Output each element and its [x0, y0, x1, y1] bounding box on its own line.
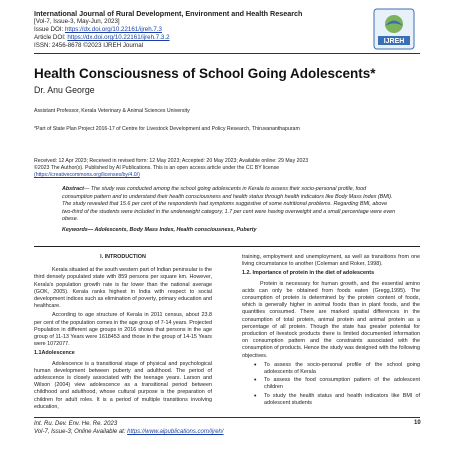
intro-paragraph: Kerala situated at the south western part of Indian peninsular is the third densely populated state with 859 persons per square km. However, Kerala's population growth rate is far lower than the national average (GOK, 2005). Kerala ranks highest in India with respect to social development indices such as elimination of poverty, primary education and healthcare.	[34, 267, 212, 310]
adolescence-paragraph: Adolescence is a transitional stage of physical and psychological human development between puberty and adulthood. The period of adolescence is closely associated with the teenage years. Larson and Wilson (2004) view adolescence as a transitional period between childhood and adulthood, whose cultural purpose is the preparation of children for adult roles. It is a period of multiple transitions involving education,	[34, 360, 212, 410]
journal-title: International Journal of Rural Development, Environment and Health Research	[34, 9, 303, 18]
abstract-label: Abstract	[62, 186, 84, 192]
objective-item: • To study the health status and health indicators like BMI of adolescent students	[254, 393, 420, 407]
protein-paragraph: Protein is necessary for human growth, and the essential amino acids can only be obtained from foods eaten (Gregg,1995). The consumption of protein is determined by the protein content of foods, which is generally higher in animal foods than in plant foods, and the quantities consumed. There are marked spatial differences in the consumption of total protein, animal protein and animal protein as a percentage of all protein. Though the state has greater potential for production of livestock products there is limited documented information on consumption pattern and the constraints associated with the consumption of products. Hence the study was designed with the following objectives.	[242, 280, 420, 359]
page-footer	[34, 420, 420, 436]
issue-doi-label: Issue DOI:	[34, 26, 65, 33]
subheading-adolescence: 1.1Adolescence	[34, 350, 75, 357]
volume-info: [Vol-7, Issue-3, May-Jun, 2023]	[34, 18, 120, 25]
objectives-list	[242, 362, 420, 407]
keywords-text: — Adolescents, Body Mass Index, Health consciousness, Puberty	[87, 226, 257, 233]
abstract	[62, 186, 398, 235]
objective-item: • To assess the food consumption pattern of the adolescent children	[254, 377, 420, 391]
objective-item: • To assess the socio-personal profile of the school going adolescents of Kerala	[254, 362, 420, 376]
abstract-text: — The study was conducted among the school going adolescents in Kerala to assess their socio-personal profile, food consumption pattern and to understand their health consciousness and health status through health indicators like Body Mass Index (BMI). The study revealed that 15.6 per cent of the respondents had symptoms suggestive of some nutritional problems. Regarding BMI, above two-third of the students were included in the underweight category, 1.7 per cent were having overweight and a small percentage were even obese.	[62, 186, 396, 223]
footer-divider	[34, 417, 420, 418]
intro-paragraph: According to age structure of Kerala in 2011 census, about 23.8 per cent of the population comes in the age group of 7-14 years. Projected Population in different age groups in 2016 shows that persons in the age group of 11-13 Years were 1618453 and those in the group of 14-15 Years were 1072077.	[34, 312, 212, 348]
article-title: Health Consciousness of School Going Adolescents*	[34, 66, 376, 81]
continued-paragraph: training, employment and unemployment, as well as transitions from one living circumstance to another (Coleman and Roker, 1998).	[242, 254, 420, 268]
article-doi-link[interactable]: https://dx.doi.org/10.22161/ijreh.7.3.2	[67, 34, 170, 41]
license-link[interactable]: (https://creativecommons.org/licenses/by/4.0/)	[34, 172, 140, 178]
project-footnote: *Part of State Plan Project 2016-17 of Centre for Livestock Development and Policy Research, Thiruvananthapuram	[34, 126, 300, 132]
citation: Int. Ru. Dev. Env. He. Re. 2023	[34, 421, 118, 427]
header-divider	[34, 53, 420, 54]
received-dates: Received: 12 Apr 2023; Received in revised form: 12 May 2023; Accepted: 20 May 2023; Available online: 29 May 2023	[34, 158, 309, 164]
logo-text: IJREH	[383, 38, 405, 45]
issue-doi	[34, 26, 364, 34]
keywords-label: Keywords	[62, 226, 88, 233]
article-metadata	[34, 158, 424, 179]
journal-header	[34, 10, 364, 50]
license-statement: ©2023 The Author(s). Published by AI Publications. This is an open access article under the CC BY license	[34, 165, 280, 171]
issn: ISSN: 2456-8678 ©2023 IJREH Journal	[34, 42, 144, 49]
subheading-protein: 1.2. Importance of protein in the diet of adolescents	[242, 270, 375, 277]
journal-logo	[372, 7, 416, 51]
article-doi	[34, 34, 364, 42]
journal-url-link[interactable]: https://www.aipublications.com/ijreh/	[127, 429, 224, 435]
abstract-divider	[34, 246, 420, 247]
issue-doi-link[interactable]: https://dx.doi.org/10.22161/ijreh.7.3	[64, 26, 162, 33]
article-doi-label: Article DOI:	[34, 34, 68, 41]
left-column	[34, 252, 212, 413]
author-name: Dr. Anu George	[34, 85, 95, 95]
right-column	[242, 254, 420, 408]
page-number: 10	[414, 420, 421, 426]
online-label: Vol-7, Issue-3; Online Available at:	[34, 429, 128, 435]
section-heading-introduction: I. INTRODUCTION	[100, 254, 146, 260]
author-affiliation: Assistant Professor, Kerala Veterinary & Animal Sciences University	[34, 108, 190, 114]
